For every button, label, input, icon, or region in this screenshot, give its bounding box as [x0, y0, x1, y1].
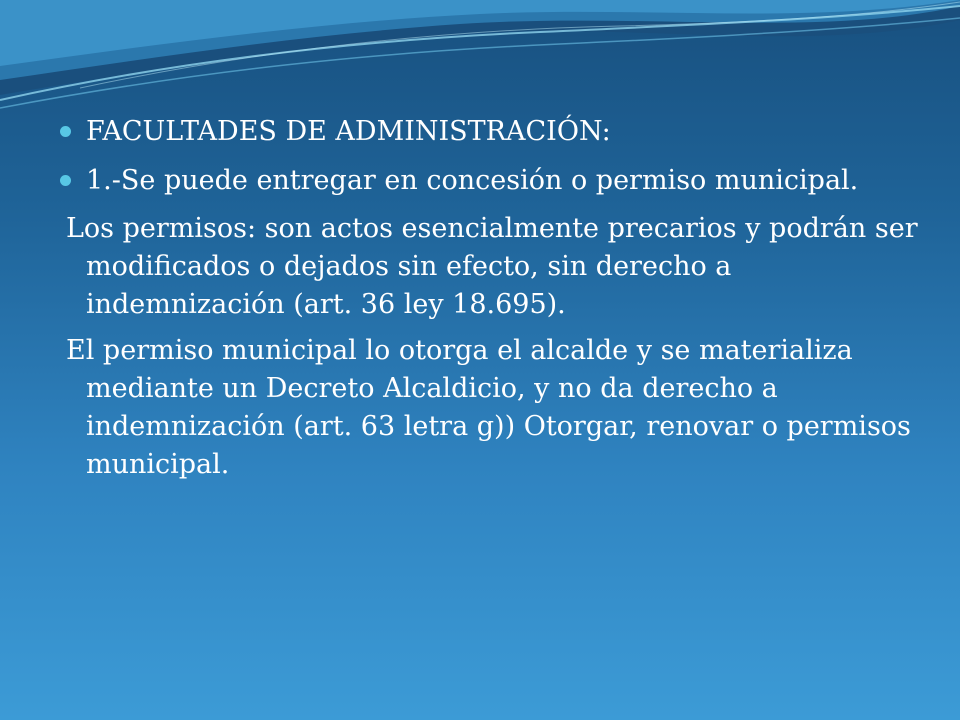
- bullet-dot-icon: [60, 126, 71, 137]
- decorative-wave-header: [0, 0, 960, 120]
- bullet-dot-icon: [60, 175, 71, 186]
- slide-content: [60, 112, 920, 492]
- paragraph-text-2: El permiso municipal lo otorga el alcalde y se materializa mediante un Decreto Alcaldicio, y no da derecho a indemnización (art. 63 letra g)) Otorgar, renovar o permisos municipal.: [66, 335, 911, 480]
- bullet-text-2: 1.-Se puede entregar en concesión o permiso municipal.: [86, 165, 859, 196]
- paragraph-text-1: Los permisos: son actos esencialmente precarios y podrán ser modificados o dejados sin efecto, sin derecho a indemnización (art. 36 ley 18.695).: [66, 213, 918, 320]
- bullet-text-1: FACULTADES DE ADMINISTRACIÓN:: [86, 116, 611, 147]
- bullet-item-2: [60, 161, 920, 201]
- paragraph-permiso-municipal: [60, 332, 920, 484]
- paragraph-permisos: [60, 210, 920, 324]
- bullet-item-1: [60, 112, 920, 152]
